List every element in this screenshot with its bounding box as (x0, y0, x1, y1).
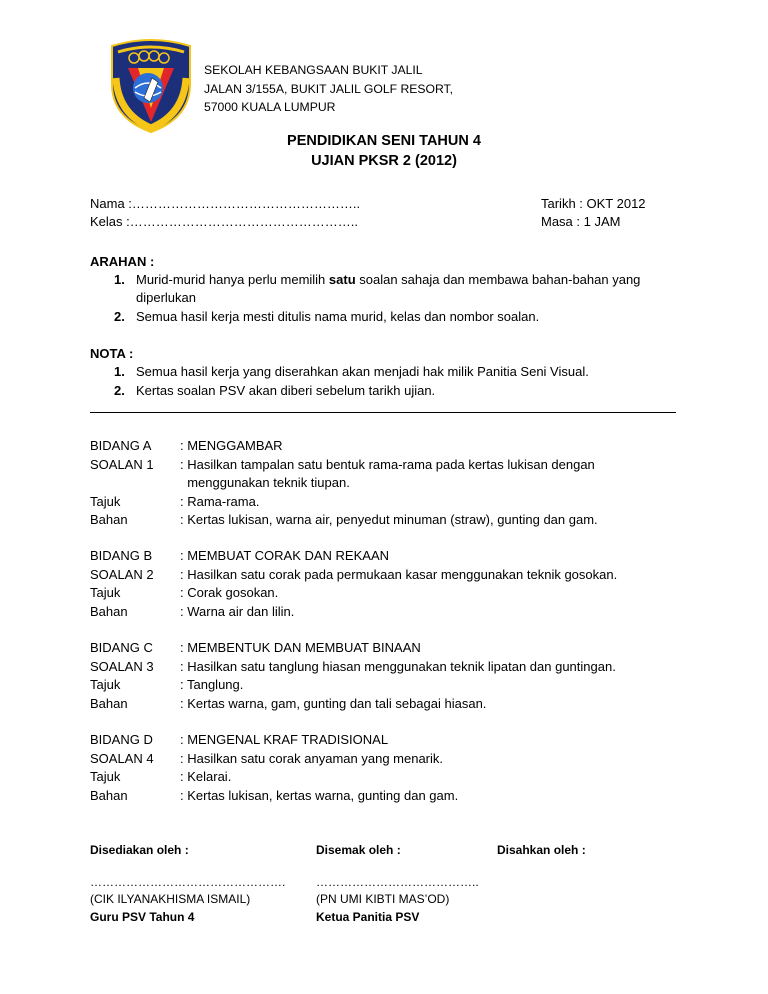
section-label: Bahan (90, 787, 128, 803)
school-city: 57000 KUALA LUMPUR (204, 100, 336, 114)
section-value: : Hasilkan tampalan satu bentuk rama-rama pada kertas lukisan dengan (180, 456, 595, 472)
section-value: : Kelarai. (180, 769, 232, 784)
section-label: Tajuk (90, 677, 121, 692)
section-label: Tajuk (90, 585, 121, 600)
arahan-num-1: 1. (114, 272, 125, 287)
checked-by-heading: Disemak oleh : (316, 843, 401, 857)
tarikh-field: Tarikh : OKT 2012 (541, 196, 646, 211)
section-value: : Tanglung. (180, 677, 244, 692)
section-label: SOALAN 4 (90, 750, 154, 766)
section-value: : Kertas lukisan, kertas warna, gunting dan gam. (180, 787, 459, 803)
section-value: : Warna air dan lilin. (180, 603, 295, 619)
school-name: SEKOLAH KEBANGSAAN BUKIT JALIL (204, 63, 423, 77)
section-value: : MEMBENTUK DAN MEMBUAT BINAAN (180, 640, 421, 655)
arahan-text-1a: Murid-murid hanya perlu memilih (136, 272, 329, 287)
document-subtitle: UJIAN PKSR 2 (2012) (311, 153, 457, 169)
section-value: : Corak gosokan. (180, 585, 279, 600)
divider-line (90, 412, 676, 413)
section-label: Bahan (90, 603, 128, 619)
section-value: : MEMBUAT CORAK DAN REKAAN (180, 548, 389, 563)
prepared-by-dots: …………………………………………. (90, 875, 286, 889)
checked-by-name: (PN UMI KIBTI MAS’OD) (316, 892, 450, 906)
section-label: BIDANG A (90, 438, 152, 453)
nota-num-1: 1. (114, 364, 125, 379)
school-address (204, 61, 453, 117)
section-value: : Hasilkan satu tanglung hiasan menggunakan teknik lipatan dan guntingan. (180, 658, 616, 674)
school-street: JALAN 3/155A, BUKIT JALIL GOLF RESORT, (204, 81, 454, 96)
section-value: : Rama-rama. (180, 493, 260, 509)
nota-text-1: Semua hasil kerja yang diserahkan akan menjadi hak milik Panitia Seni Visual. (136, 364, 589, 379)
section-value: menggunakan teknik tiupan. (180, 475, 350, 490)
checked-by-dots: ………………………………….. (316, 875, 479, 889)
nota-heading: NOTA : (90, 346, 134, 361)
nota-num-2: 2. (114, 383, 125, 398)
section-label: Bahan (90, 695, 128, 711)
arahan-num-2: 2. (114, 309, 125, 324)
kelas-field: Kelas :…………………………………………….. (90, 214, 358, 229)
nama-field: Nama :…………………………………………….. (90, 196, 361, 211)
masa-field: Masa : 1 JAM (541, 214, 621, 229)
section-label: SOALAN 3 (90, 658, 154, 674)
section-value: : Kertas lukisan, warna air, penyedut minuman (straw), gunting dan gam. (180, 512, 598, 527)
prepared-by-name: (CIK ILYANAKHISMA ISMAIL) (90, 892, 251, 906)
arahan-text-2: Semua hasil kerja mesti ditulis nama murid, kelas dan nombor soalan. (136, 309, 540, 324)
section-label: SOALAN 2 (90, 566, 154, 582)
section-value: : MENGENAL KRAF TRADISIONAL (180, 732, 389, 747)
document-title: PENDIDIKAN SENI TAHUN 4 (287, 133, 481, 149)
section-label: Bahan (90, 512, 128, 527)
approved-by-heading: Disahkan oleh : (497, 843, 586, 857)
school-crest-logo (108, 38, 194, 134)
arahan-text-1b: soalan sahaja dan membawa bahan-bahan yang (355, 272, 641, 287)
arahan-heading: ARAHAN : (90, 254, 155, 269)
section-value: : MENGGAMBAR (180, 438, 283, 453)
section-value: : Hasilkan satu corak anyaman yang menarik. (180, 750, 444, 766)
section-value: : Kertas warna, gam, gunting dan tali sebagai hiasan. (180, 695, 487, 711)
prepared-by-heading: Disediakan oleh : (90, 843, 189, 857)
arahan-item-1-cont: diperlukan (136, 290, 196, 305)
checked-by-role: Ketua Panitia PSV (316, 910, 420, 924)
section-label: BIDANG C (90, 640, 153, 655)
section-label: Tajuk (90, 493, 121, 509)
section-label: Tajuk (90, 769, 121, 784)
section-label: BIDANG D (90, 732, 153, 747)
section-value: : Hasilkan satu corak pada permukaan kasar menggunakan teknik gosokan. (180, 566, 618, 582)
arahan-text-1-bold: satu (328, 272, 356, 287)
section-label: BIDANG B (90, 548, 153, 563)
nota-text-2: Kertas soalan PSV akan diberi sebelum tarikh ujian. (136, 383, 436, 398)
prepared-by-role: Guru PSV Tahun 4 (90, 910, 195, 924)
section-label: SOALAN 1 (90, 456, 154, 472)
